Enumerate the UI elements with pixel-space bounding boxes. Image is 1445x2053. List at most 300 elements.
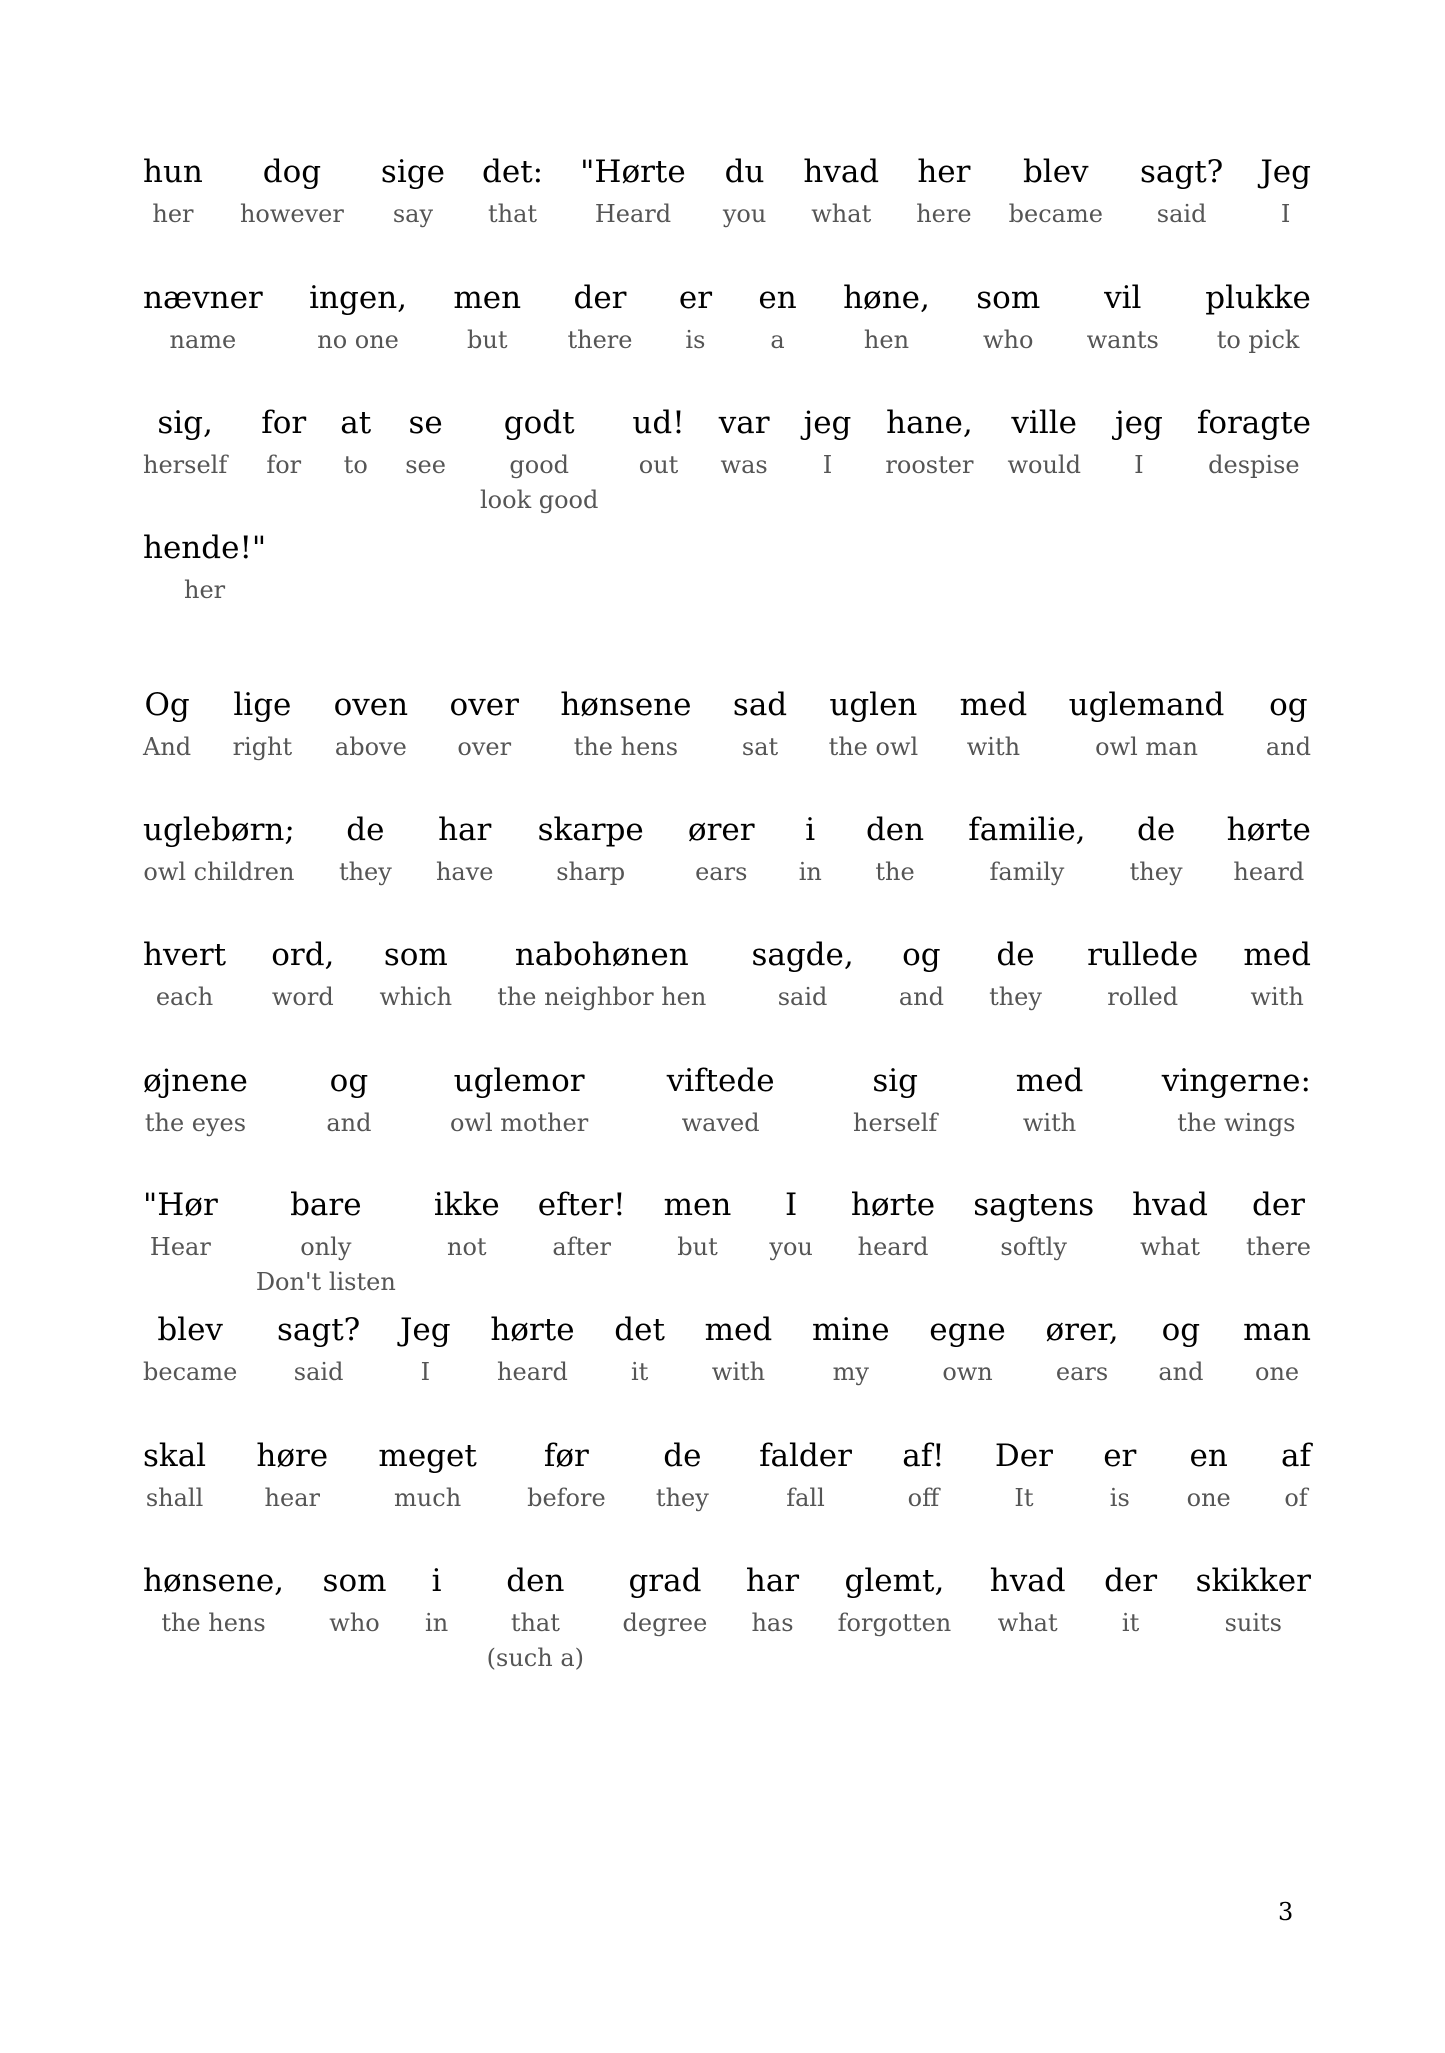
word-column	[380, 935, 453, 1012]
word-column	[719, 403, 770, 515]
word-column	[480, 403, 598, 515]
danish-word: sagt?	[1139, 154, 1224, 190]
word-column	[538, 810, 644, 887]
english-gloss: own	[942, 1358, 993, 1386]
danish-word: hvad	[989, 1563, 1066, 1599]
danish-word: der	[1104, 1563, 1158, 1599]
word-column	[995, 1436, 1053, 1513]
english-gloss: suits	[1224, 1609, 1282, 1637]
danish-word: hende!"	[143, 530, 267, 566]
word-column	[929, 1310, 1006, 1387]
english-gloss: what	[997, 1609, 1058, 1637]
danish-word: det	[614, 1312, 665, 1348]
english-gloss: with	[1022, 1109, 1077, 1137]
word-column	[1069, 685, 1225, 762]
word-column	[1281, 1436, 1311, 1513]
word-column	[623, 1561, 708, 1673]
danish-word: hvad	[803, 154, 880, 190]
word-column	[323, 1561, 387, 1673]
danish-word: efter!	[537, 1187, 626, 1223]
word-column	[326, 1061, 371, 1138]
danish-word: og	[1269, 687, 1308, 723]
interlinear-line	[143, 1310, 1311, 1387]
word-column	[527, 1436, 606, 1513]
english-gloss: became	[143, 1358, 238, 1386]
word-column	[916, 152, 971, 229]
word-column	[1104, 1561, 1157, 1673]
danish-word: som	[383, 937, 448, 973]
english-gloss: have	[435, 858, 494, 886]
english-gloss: said	[1156, 200, 1207, 228]
word-column	[240, 152, 344, 229]
danish-word: vil	[1104, 280, 1142, 316]
word-column	[812, 1310, 890, 1387]
danish-word: hun	[143, 154, 203, 190]
word-column	[1246, 1185, 1311, 1297]
word-column	[436, 810, 494, 887]
english-gloss: out	[638, 451, 679, 479]
danish-word: oven	[333, 687, 409, 723]
word-column	[838, 1561, 952, 1673]
word-column	[656, 1436, 709, 1513]
english-gloss: fall	[786, 1484, 825, 1512]
english-gloss: to	[343, 451, 368, 479]
english-gloss: say	[392, 200, 434, 228]
danish-word: øjnene	[143, 1063, 248, 1099]
english-gloss: above	[334, 733, 407, 761]
danish-word: foragte	[1196, 405, 1311, 441]
word-column	[1007, 403, 1081, 515]
word-column	[490, 1310, 574, 1387]
danish-word: plukke	[1205, 280, 1311, 316]
phrase-gloss: (such a)	[486, 1644, 585, 1672]
interlinear-line	[143, 1436, 1311, 1513]
word-column	[851, 1185, 935, 1297]
word-column	[632, 403, 684, 515]
word-column	[705, 1310, 773, 1387]
danish-word: godt	[503, 405, 575, 441]
danish-word: "Hørte	[580, 154, 686, 190]
danish-word: her	[917, 154, 971, 190]
word-column	[143, 810, 295, 887]
danish-word: se	[408, 405, 443, 441]
interlinear-line	[143, 685, 1311, 762]
word-column	[538, 1185, 626, 1297]
danish-word: der	[573, 280, 627, 316]
danish-word: i	[805, 812, 816, 848]
english-gloss: not	[446, 1233, 487, 1261]
word-column	[667, 1061, 775, 1138]
word-column	[1243, 1310, 1311, 1387]
english-gloss: after	[552, 1233, 611, 1261]
word-column	[487, 1561, 584, 1673]
english-gloss: which	[379, 983, 453, 1011]
english-gloss: of	[1284, 1484, 1308, 1512]
danish-word: ingen,	[309, 280, 408, 316]
english-gloss: what	[811, 200, 872, 228]
danish-word: dog	[262, 154, 322, 190]
word-column	[803, 152, 879, 229]
english-gloss: what	[1140, 1233, 1201, 1261]
word-column	[1140, 152, 1223, 229]
word-column	[434, 1185, 500, 1297]
english-gloss: my	[832, 1358, 869, 1386]
danish-word: "Hør	[143, 1187, 218, 1223]
english-gloss: the owl	[828, 733, 919, 761]
word-column	[664, 1185, 732, 1297]
danish-word: er	[678, 280, 713, 316]
word-column	[1196, 1561, 1311, 1673]
danish-word: hørte	[490, 1312, 575, 1348]
interlinear-line	[143, 1561, 1311, 1673]
danish-word: skarpe	[537, 812, 644, 848]
english-gloss: it	[1121, 1609, 1140, 1637]
danish-word: Jeg	[1260, 154, 1311, 190]
english-gloss: said	[777, 983, 828, 1011]
english-gloss: And	[143, 733, 192, 761]
danish-word: Og	[144, 687, 190, 723]
english-gloss: was	[720, 451, 768, 479]
english-gloss: see	[405, 451, 446, 479]
english-gloss: I	[1134, 451, 1144, 479]
word-column	[143, 935, 226, 1012]
danish-word: var	[718, 405, 770, 441]
english-gloss: you	[769, 1233, 813, 1261]
english-gloss: owl children	[143, 858, 295, 886]
word-column	[989, 935, 1042, 1012]
word-column	[1197, 403, 1311, 515]
word-column	[271, 935, 334, 1012]
word-column	[1087, 935, 1198, 1012]
danish-word: har	[745, 1563, 800, 1599]
english-gloss: they	[655, 1484, 709, 1512]
danish-word: jeg	[803, 405, 852, 441]
english-gloss: her	[184, 576, 226, 604]
word-column	[425, 1561, 448, 1673]
danish-word: sagde,	[751, 937, 854, 973]
english-gloss: ears	[695, 858, 748, 886]
word-column	[309, 278, 407, 355]
word-column	[1009, 152, 1103, 229]
danish-word: høne,	[843, 280, 930, 316]
english-gloss: despise	[1208, 451, 1300, 479]
english-gloss: the	[875, 858, 915, 886]
english-gloss: and	[326, 1109, 372, 1137]
word-column	[866, 810, 924, 887]
danish-word: du	[724, 154, 765, 190]
danish-word: de	[1136, 812, 1176, 848]
english-gloss: good	[509, 451, 569, 479]
word-column	[143, 1436, 206, 1513]
english-gloss: one	[1255, 1358, 1300, 1386]
word-column	[758, 278, 796, 355]
word-column	[843, 278, 930, 355]
danish-word: hønsene	[560, 687, 692, 723]
english-gloss: said	[293, 1358, 344, 1386]
word-column	[1087, 278, 1159, 355]
english-gloss: with	[711, 1358, 766, 1386]
word-column	[277, 1310, 360, 1387]
english-gloss: softly	[1000, 1233, 1067, 1261]
english-gloss: they	[1129, 858, 1183, 886]
interlinear-line	[143, 152, 1311, 229]
word-column	[143, 685, 191, 762]
english-gloss: sharp	[556, 858, 626, 886]
english-gloss: has	[751, 1609, 794, 1637]
danish-word: af	[1281, 1438, 1311, 1474]
word-column	[143, 1061, 248, 1138]
danish-word: skikker	[1195, 1563, 1311, 1599]
danish-word: man	[1243, 1312, 1311, 1348]
danish-word: lige	[233, 687, 292, 723]
word-column	[143, 1561, 284, 1673]
english-gloss: hear	[264, 1484, 320, 1512]
danish-word: hvert	[143, 937, 227, 973]
interlinear-line	[143, 528, 1311, 605]
interlinear-line	[143, 1061, 1311, 1138]
english-gloss: the neighbor hen	[497, 983, 707, 1011]
danish-word: de	[663, 1438, 702, 1474]
english-gloss: they	[989, 983, 1042, 1011]
english-gloss: there	[567, 326, 633, 354]
danish-word: over	[449, 687, 519, 723]
danish-word: har	[438, 812, 492, 848]
english-gloss: heard	[497, 1358, 568, 1386]
english-gloss: is	[1109, 1484, 1130, 1512]
word-column	[1130, 810, 1183, 887]
word-column	[1243, 935, 1311, 1012]
english-gloss: the hens	[161, 1609, 266, 1637]
english-gloss: would	[1007, 451, 1081, 479]
english-gloss: hen	[863, 326, 910, 354]
word-column	[885, 403, 973, 515]
word-column	[340, 403, 371, 515]
word-column	[1162, 1061, 1311, 1138]
english-gloss: however	[239, 200, 344, 228]
word-column	[143, 152, 203, 229]
danish-word: ikke	[433, 1187, 500, 1223]
english-gloss: off	[907, 1484, 940, 1512]
danish-word: rullede	[1087, 937, 1199, 973]
phrase-gloss: Don't listen	[255, 1268, 396, 1296]
english-gloss: there	[1246, 1233, 1311, 1261]
word-column	[733, 685, 787, 762]
english-gloss: with	[1250, 983, 1304, 1011]
word-column	[233, 685, 293, 762]
english-gloss: Heard	[594, 200, 672, 228]
danish-word: falder	[759, 1438, 852, 1474]
word-column	[751, 935, 853, 1012]
english-gloss: and	[1265, 733, 1311, 761]
word-column	[339, 810, 392, 887]
danish-word: hane,	[886, 405, 973, 441]
english-gloss: rolled	[1107, 983, 1179, 1011]
english-gloss: in	[425, 1609, 449, 1637]
danish-word: en	[1189, 1438, 1228, 1474]
english-gloss: a	[770, 326, 785, 354]
danish-word: I	[785, 1187, 798, 1223]
danish-word: viftede	[666, 1063, 775, 1099]
danish-word: skal	[143, 1438, 207, 1474]
danish-word: mine	[811, 1312, 890, 1348]
english-gloss: with	[966, 733, 1021, 761]
english-gloss: you	[722, 200, 767, 228]
english-gloss: word	[271, 983, 334, 1011]
word-column	[688, 810, 755, 887]
page-number: 3	[1278, 1898, 1294, 1926]
word-column	[1132, 1185, 1208, 1297]
danish-word: bare	[290, 1187, 362, 1223]
danish-word: Jeg	[400, 1312, 451, 1348]
english-gloss: no one	[317, 326, 399, 354]
english-gloss: for	[266, 451, 302, 479]
word-column	[976, 278, 1040, 355]
english-gloss: ears	[1055, 1358, 1109, 1386]
english-gloss: her	[152, 200, 194, 228]
word-column	[799, 810, 822, 887]
english-gloss: but	[677, 1233, 718, 1261]
word-column	[1115, 403, 1163, 515]
english-gloss: name	[169, 326, 237, 354]
danish-word: jeg	[1115, 405, 1163, 441]
english-gloss: rooster	[885, 451, 974, 479]
danish-word: før	[543, 1438, 589, 1474]
word-column	[759, 1436, 852, 1513]
danish-word: sagt?	[276, 1312, 361, 1348]
word-column	[381, 152, 445, 229]
danish-word: hørte	[1226, 812, 1311, 848]
word-column	[143, 403, 227, 515]
danish-word: som	[976, 280, 1041, 316]
danish-word: blev	[1022, 154, 1089, 190]
danish-word: sagtens	[973, 1187, 1095, 1223]
english-gloss: heard	[857, 1233, 929, 1261]
word-column	[453, 278, 521, 355]
english-gloss: who	[329, 1609, 380, 1637]
word-column	[450, 1061, 588, 1138]
english-gloss: right	[232, 733, 293, 761]
danish-word: den	[865, 812, 925, 848]
danish-word: de	[996, 937, 1035, 973]
english-gloss: family	[989, 858, 1065, 886]
word-column	[723, 152, 766, 229]
word-column	[482, 152, 543, 229]
english-gloss: owl man	[1095, 733, 1198, 761]
word-column	[1187, 1436, 1231, 1513]
danish-word: sig	[872, 1063, 918, 1099]
danish-word: med	[704, 1312, 773, 1348]
word-column	[1260, 152, 1311, 229]
english-gloss: in	[798, 858, 822, 886]
word-column	[1266, 685, 1311, 762]
danish-word: hvad	[1132, 1187, 1208, 1223]
word-column	[334, 685, 409, 762]
word-column	[960, 685, 1028, 762]
word-column	[405, 403, 446, 515]
danish-word: den	[506, 1563, 565, 1599]
danish-word: er	[1103, 1438, 1137, 1474]
danish-word: uglemor	[453, 1063, 585, 1099]
danish-word: af!	[902, 1438, 945, 1474]
danish-word: nabohønen	[514, 937, 689, 973]
english-gloss: sat	[741, 733, 779, 761]
word-column	[899, 935, 944, 1012]
interlinear-line	[143, 810, 1311, 887]
english-gloss: that	[510, 1609, 560, 1637]
danish-word: sige	[380, 154, 445, 190]
word-column	[1046, 1310, 1119, 1387]
english-gloss: here	[916, 200, 972, 228]
danish-word: ord,	[271, 937, 335, 973]
word-column	[829, 685, 919, 762]
word-column	[804, 403, 852, 515]
danish-word: uglen	[829, 687, 918, 723]
english-gloss: the eyes	[144, 1109, 247, 1137]
danish-word: sad	[732, 687, 788, 723]
english-gloss: that	[488, 200, 538, 228]
interlinear-line	[143, 935, 1311, 1012]
english-gloss: It	[1014, 1484, 1034, 1512]
english-gloss: shall	[145, 1484, 204, 1512]
word-column	[853, 1061, 937, 1138]
english-gloss: waved	[681, 1109, 760, 1137]
english-gloss: each	[155, 983, 214, 1011]
danish-word: men	[663, 1187, 732, 1223]
english-gloss: much	[394, 1484, 462, 1512]
danish-word: i	[431, 1563, 442, 1599]
word-column	[378, 1436, 476, 1513]
english-gloss: Hear	[149, 1233, 211, 1261]
word-column	[990, 1561, 1066, 1673]
english-gloss: I	[1280, 200, 1291, 228]
word-column	[973, 1185, 1094, 1297]
danish-word: at	[340, 405, 372, 441]
english-gloss: but	[467, 326, 508, 354]
english-gloss: became	[1008, 200, 1103, 228]
danish-word: hønsene,	[143, 1563, 285, 1599]
english-gloss: herself	[143, 451, 228, 479]
interlinear-line	[143, 403, 1311, 515]
word-column	[968, 810, 1085, 887]
danish-word: det:	[482, 154, 544, 190]
word-column	[614, 1310, 665, 1387]
word-column	[1227, 810, 1311, 887]
word-column	[143, 1310, 237, 1387]
word-column	[143, 528, 266, 605]
danish-word: grad	[628, 1563, 702, 1599]
word-column	[580, 152, 686, 229]
english-gloss: herself	[853, 1109, 938, 1137]
word-column	[769, 1185, 812, 1297]
danish-word: de	[346, 812, 385, 848]
danish-word: med	[1015, 1063, 1084, 1099]
danish-word: sig,	[157, 405, 213, 441]
phrase-gloss: look good	[480, 486, 599, 514]
danish-word: blev	[157, 1312, 223, 1348]
danish-word: med	[1243, 937, 1311, 973]
english-gloss: heard	[1233, 858, 1305, 886]
english-gloss: is	[685, 326, 706, 354]
word-column	[1103, 1436, 1136, 1513]
word-column	[746, 1561, 799, 1673]
english-gloss: the wings	[1177, 1109, 1296, 1137]
english-gloss: before	[527, 1484, 606, 1512]
english-gloss: wants	[1086, 326, 1159, 354]
english-gloss: and	[1158, 1358, 1204, 1386]
word-column	[450, 685, 519, 762]
english-gloss: one	[1186, 1484, 1231, 1512]
english-gloss: degree	[622, 1609, 708, 1637]
